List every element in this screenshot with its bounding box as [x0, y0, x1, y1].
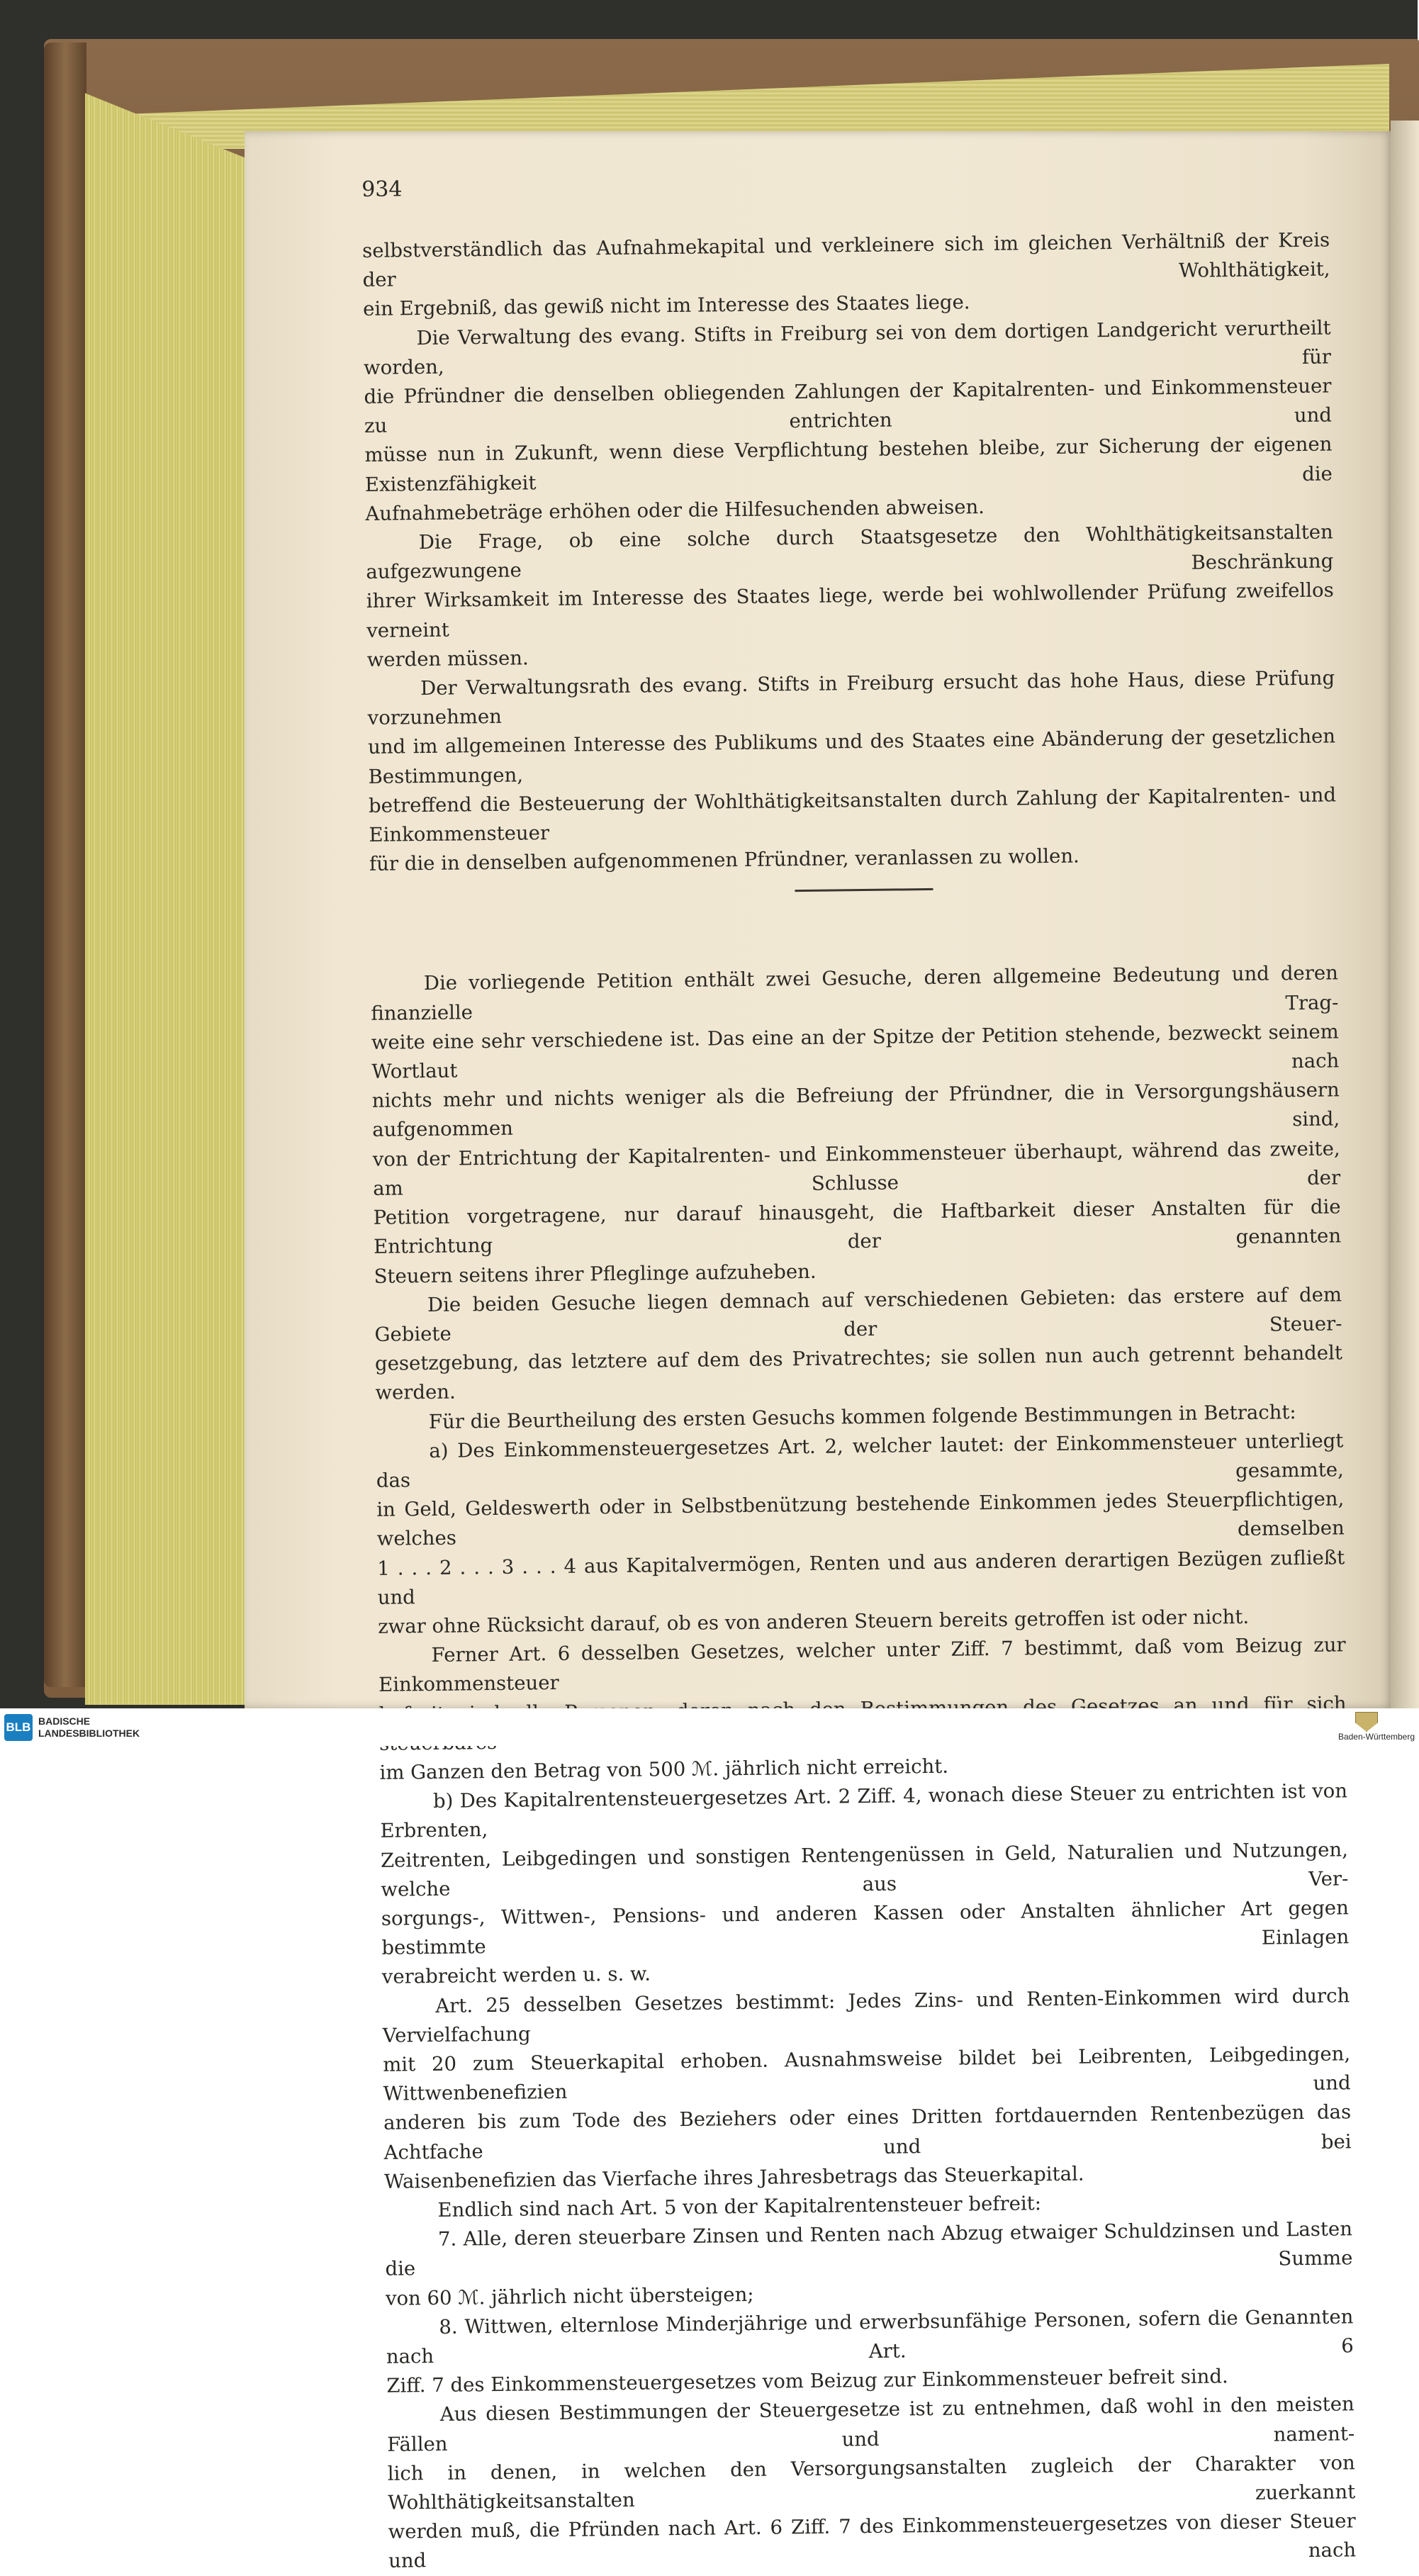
paragraph-10	[380, 1777, 1350, 1993]
divider-rule	[795, 888, 933, 892]
library-name	[38, 1715, 322, 1740]
text-line: Die Frage, ob eine solche durch Staatsgesetze den Wohlthätigkeitsanstalten aufgezwungene Beschränkung	[366, 520, 1334, 584]
paragraph-13	[385, 2215, 1353, 2314]
page-text	[361, 165, 1356, 2576]
text-line: Ferner Art. 6 desselben Gesetzes, welcher unter Ziff. 7 bestimmt, daß vom Beizug zur Einkommensteuer	[378, 1633, 1346, 1697]
text-line: von 60 ℳ. jährlich nicht übersteigen;	[385, 2283, 754, 2310]
text-line: Steuern seitens ihrer Pfleglinge aufzuheben.	[374, 1260, 817, 1288]
state-label: Baden-Württemberg	[1337, 1732, 1415, 1742]
paragraph-1	[362, 226, 1330, 325]
text-line: Aufnahmebeträge erhöhen oder die Hilfesuchenden abweisen.	[365, 495, 985, 525]
text-line: selbstverständlich das Aufnahmekapital und verkleinere sich im gleichen Verhältniß der Kreis der Wohlthätigkeit,	[362, 228, 1330, 292]
paragraph-6	[374, 1280, 1343, 1408]
paragraph-4	[367, 664, 1337, 880]
facing-page-edge	[1391, 121, 1419, 1708]
text-line: für die in denselben aufgenommenen Pfründner, veranlassen zu wollen.	[369, 844, 1079, 876]
text-line: in Geld, Geldeswerth oder in Selbstbenützung bestehende Einkommen jedes Steuerpflichtigen, welches demselben	[376, 1487, 1345, 1551]
text-line: zwar ohne Rücksicht darauf, ob es von anderen Steuern bereits getroffen ist oder nicht.	[378, 1605, 1250, 1638]
library-name-line1: BADISCHE	[38, 1715, 91, 1727]
text-line: ihrer Wirksamkeit im Interesse des Staates liege, werde bei wohlwollender Prüfung zweifellos verneint	[366, 578, 1334, 642]
page-number: 934	[361, 177, 403, 202]
paragraph-2	[363, 313, 1333, 529]
text-line: Petition vorgetragene, nur darauf hinausgeht, die Haftbarkeit dieser Anstalten für die Entrichtung der genannten	[373, 1195, 1342, 1259]
text-line: lich in denen, in welchen den Versorgungsanstalten zugleich der Charakter von Wohlthätigkeitsanstalten zuerkannt	[387, 2451, 1356, 2514]
text-line: Aus diesen Bestimmungen der Steuergesetze ist zu entnehmen, daß wohl in den meisten Fällen und nament-	[387, 2392, 1355, 2456]
text-line: Die vorliegende Petition enthält zwei Gesuche, deren allgemeine Bedeutung und deren finanzielle Trag-	[371, 961, 1339, 1025]
text-line: von der Entrichtung der Kapitalrenten- und Einkommensteuer überhaupt, während das zweite, am Schlusse der	[372, 1137, 1341, 1200]
coat-of-arms-icon	[1355, 1712, 1378, 1732]
paragraph-3	[366, 518, 1335, 675]
blb-logo: BLB	[4, 1714, 33, 1741]
paragraph-5	[371, 959, 1342, 1292]
text-line: Für die Beurtheilung des ersten Gesuchs kommen folgende Bestimmungen in Betracht:	[428, 1400, 1296, 1433]
text-line: b) Des Kapitalrentensteuergesetzes Art. 2 Ziff. 4, wonach diese Steuer zu entrichten ist von Erbrenten,	[380, 1779, 1348, 1843]
text-line: Die beiden Gesuche liegen demnach auf verschiedenen Gebieten: das erstere auf dem Gebiete der Steuer-	[374, 1283, 1342, 1346]
text-line: ein Ergebniß, das gewiß nicht im Interesse des Staates liege.	[362, 291, 970, 321]
book-spine	[44, 43, 86, 1687]
text-line: gesetzgebung, das letztere auf dem des Privatrechtes; sie sollen nun auch getrennt behandelt werden.	[374, 1341, 1343, 1405]
text-line: Endlich sind nach Art. 5 von der Kapitalrentensteuer befreit:	[437, 2192, 1042, 2222]
text-line: betreffend die Besteuerung der Wohlthätigkeitsanstalten durch Zahlung der Kapitalrenten- und Einkommensteuer	[368, 783, 1337, 847]
text-line: nichts mehr und nichts weniger als die Befreiung der Pfründner, die in Versorgungshäusern aufgenommen sind,	[371, 1078, 1340, 1142]
paragraph-8	[376, 1426, 1345, 1642]
text-line: anderen bis zum Tode des Beziehers oder eines Dritten fortdauernden Rentenbezügen das Achtfache und bei	[383, 2100, 1352, 2164]
section-divider	[369, 868, 1337, 933]
text-line: 8. Wittwen, elternlose Minderjährige und erwerbsunfähige Personen, sofern die Genannten nach Art. 6	[386, 2305, 1354, 2368]
text-line: 7. Alle, deren steuerbare Zinsen und Renten nach Abzug etwaiger Schuldzinsen und Lasten die Summe	[385, 2217, 1353, 2281]
library-name-line2: LANDESBIBLIOTHEK	[38, 1727, 140, 1739]
text-line: verabreicht werden u. s. w.	[381, 1962, 651, 1989]
text-line: a) Des Einkommensteuergesetzes Art. 2, welcher lautet: der Einkommensteuer unterliegt das gesammte,	[376, 1429, 1344, 1492]
text-line: mit 20 zum Steuerkapital erhoben. Ausnahmsweise bildet bei Leibrenten, Leibgedingen, Wittwenbenefizien und	[383, 2042, 1351, 2106]
text-line: werden muß, die Pfründen nach Art. 6 Ziff. 7 des Einkommensteuergesetzes von dieser Steuer und nach	[388, 2509, 1357, 2573]
viewer-footer	[0, 1708, 1418, 1746]
page-edges-side	[85, 60, 248, 1705]
text-line: Der Verwaltungsrath des evang. Stifts in Freiburg ersucht das hohe Haus, diese Prüfung vorzunehmen	[367, 666, 1335, 730]
paragraph-15	[387, 2390, 1357, 2576]
text-line: werden müssen.	[366, 646, 529, 671]
text-line: sorgungs-, Wittwen-, Pensions- und anderen Kassen oder Anstalten ähnlicher Art gegen bestimmte Einlagen	[381, 1896, 1350, 1960]
text-line: 1 . . . 2 . . . 3 . . . 4 aus Kapitalvermögen, Renten und aus anderen derartigen Bezügen zufließt und	[377, 1545, 1345, 1609]
paragraph-14	[386, 2302, 1354, 2401]
text-line: und im allgemeinen Interesse des Publikums und des Staates eine Abänderung der gesetzlichen Bestimmungen,	[367, 724, 1336, 788]
text-line: müsse nun in Zukunft, wenn diese Verpflichtung bestehen bleibe, zur Sicherung der eigenen Existenzfähigkeit die	[364, 432, 1333, 496]
paragraph-11	[382, 1981, 1352, 2197]
text-line: Waisenbenefizien das Vierfache ihres Jahresbetrags das Steuerkapital.	[383, 2162, 1084, 2193]
text-line: Die Verwaltung des evang. Stifts in Freiburg sei von dem dortigen Landgericht verurtheilt worden, für	[363, 316, 1332, 379]
text-line: weite eine sehr verschiedene ist. Das eine an der Spitze der Petition stehende, bezweckt seinem Wortlaut nach	[371, 1020, 1340, 1083]
text-line: Art. 25 desselben Gesetzes bestimmt: Jedes Zins- und Renten-Einkommen wird durch Vervielfachung	[382, 1983, 1350, 2047]
text-line: die Pfründner die denselben obliegenden Zahlungen der Kapitalrenten- und Einkommensteuer zu entrichten und	[364, 374, 1333, 438]
text-line: Ziff. 7 des Einkommensteuergesetzes vom Beizug zur Einkommensteuer befreit sind.	[386, 2365, 1228, 2398]
text-line: im Ganzen den Betrag von 500 ℳ. jährlich nicht erreicht.	[379, 1754, 949, 1784]
text-line: Zeitrenten, Leibgedingen und sonstigen Rentengenüssen in Geld, Naturalien und Nutzungen, welche aus Ver-	[380, 1837, 1349, 1901]
